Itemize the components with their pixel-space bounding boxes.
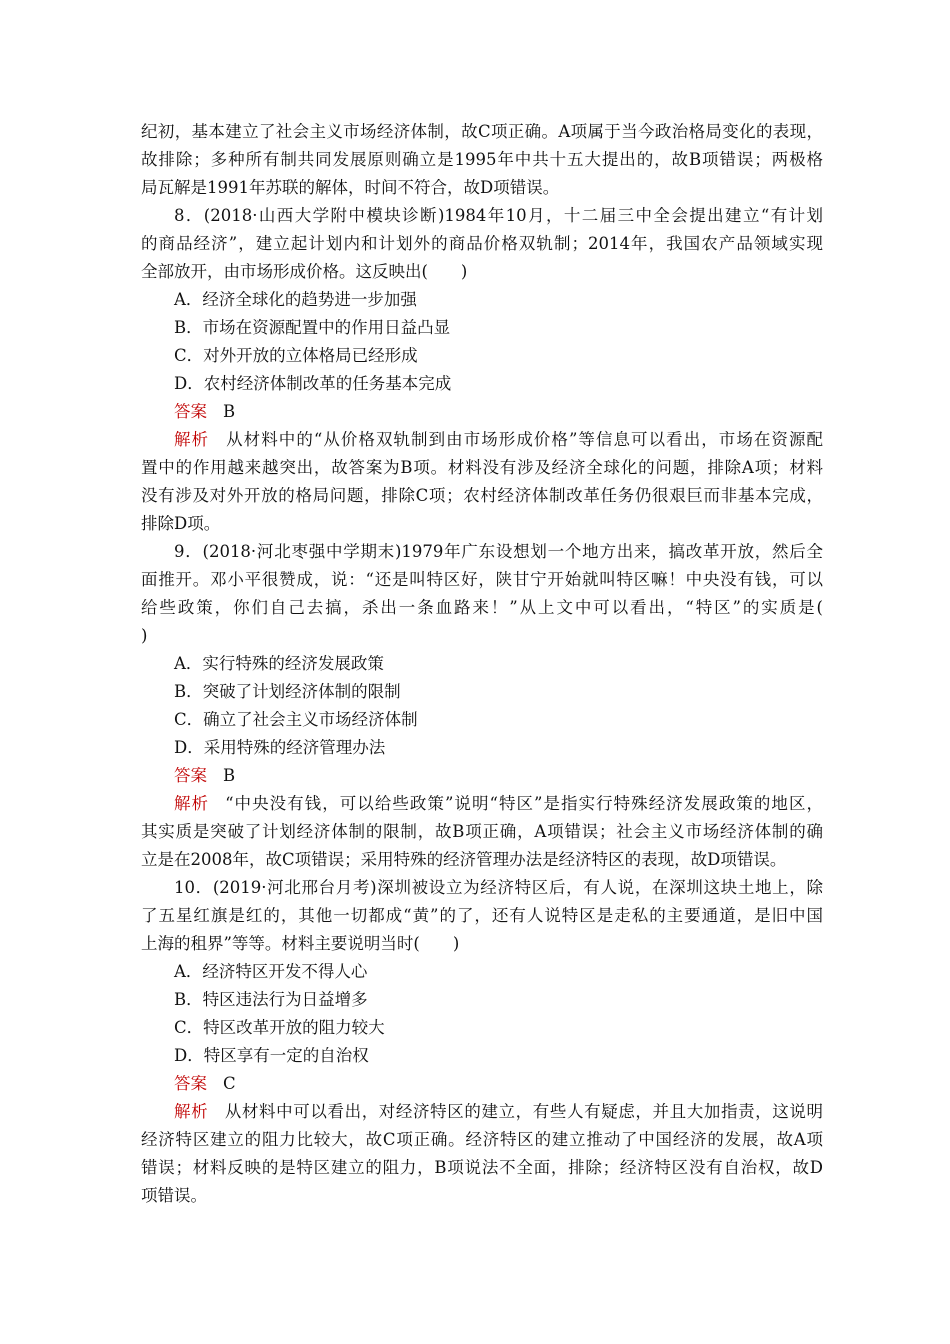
question-stem: 10．(2019·河北邢台月考)深圳被设立为经济特区后，有人说，在深圳这块土地上，除 [174,878,823,897]
answer-value: B [223,402,236,421]
option-c: C．特区改革开放的阻力较大 [174,1018,385,1037]
answer-value: C [223,1074,236,1093]
option-d: D．采用特殊的经济管理办法 [174,738,386,757]
analysis-line: 错误；材料反映的是特区建立的阻力，B项说法不全面，排除；经济特区没有自治权，故D [141,1158,823,1177]
intro-line: 纪初，基本建立了社会主义市场经济体制，故C项正确。A项属于当今政治格局变化的表现， [141,122,823,141]
option-c: C．确立了社会主义市场经济体制 [174,710,418,729]
answer-label: 答案 [174,1074,207,1093]
question-stem: 全部放开，由市场形成价格。这反映出( ) [141,262,468,281]
analysis-text: 从材料中的“从价格双轨制到由市场形成价格”等信息可以看出，市场在资源配 [225,430,824,449]
document-page [141,118,823,1210]
question-stem: 8．(2018·山西大学附中模块诊断)1984年10月，十二届三中全会提出建立“有计划 [174,206,823,225]
answer-line [141,1070,823,1098]
option-b: B．特区违法行为日益增多 [174,990,368,1009]
option-d: D．特区享有一定的自治权 [174,1046,369,1065]
question-10 [141,874,823,1210]
analysis-line: 置中的作用越来越突出，故答案为B项。材料没有涉及经济全球化的问题，排除A项；材料 [141,458,823,477]
answer-line [141,762,823,790]
question-9 [141,538,823,874]
analysis-line: 项错误。 [141,1186,207,1205]
option-a: A．实行特殊的经济发展政策 [174,654,384,673]
intro-line: 故排除；多种所有制共同发展原则确立是1995年中共十五大提出的，故B项错误；两极格 [141,150,823,169]
question-stem: 了五星红旗是红的，其他一切都成“黄”的了，还有人说特区是走私的主要通道，是旧中国 [141,906,823,925]
analysis-line: 经济特区建立的阻力比较大，故C项正确。经济特区的建立推动了中国经济的发展，故A项 [141,1130,823,1149]
analysis-line [141,790,823,818]
answer-value: B [223,766,236,785]
analysis-line: 没有涉及对外开放的格局问题，排除C项；农村经济体制改革任务仍很艰巨而非基本完成， [141,486,823,505]
analysis-label: 解析 [174,794,210,813]
option-b: B．突破了计划经济体制的限制 [174,682,401,701]
analysis-text: “中央没有钱，可以给些政策”说明“特区”是指实行特殊经济发展政策的地区， [225,794,824,813]
analysis-line: 排除D项。 [141,514,221,533]
question-stem: ) [141,626,148,645]
option-a: A．经济全球化的趋势进一步加强 [174,290,417,309]
question-8 [141,202,823,538]
option-b: B．市场在资源配置中的作用日益凸显 [174,318,451,337]
question-stem: 9．(2018·河北枣强中学期末)1979年广东设想划一个地方出来，搞改革开放，然后全 [174,542,823,561]
question-stem: 上海的租界”等等。材料主要说明当时( ) [141,934,460,953]
question-stem: 给些政策，你们自己去搞，杀出一条血路来！”从上文中可以看出，“特区”的实质是( [141,598,823,617]
intro-line: 局瓦解是1991年苏联的解体，时间不符合，故D项错误。 [141,178,560,197]
analysis-text: 从材料中可以看出，对经济特区的建立，有些人有疑虑，并且大加指责，这说明 [224,1102,824,1121]
answer-line [141,398,823,426]
question-stem: 面推开。邓小平很赞成，说：“还是叫特区好，陕甘宁开始就叫特区嘛！中央没有钱，可以 [141,570,823,589]
option-a: A．经济特区开发不得人心 [174,962,368,981]
analysis-label: 解析 [174,430,210,449]
analysis-label: 解析 [174,1102,209,1121]
analysis-line: 立是在2008年，故C项错误；采用特殊的经济管理办法是经济特区的表现，故D项错误。 [141,850,787,869]
option-d: D．农村经济体制改革的任务基本完成 [174,374,452,393]
analysis-line [141,1098,823,1126]
question-stem: 的商品经济”，建立起计划内和计划外的商品价格双轨制；2014年，我国农产品领域实现 [141,234,823,253]
answer-label: 答案 [174,766,207,785]
option-c: C．对外开放的立体格局已经形成 [174,346,418,365]
analysis-line: 其实质是突破了计划经济体制的限制，故B项正确，A项错误；社会主义市场经济体制的确 [141,822,823,841]
analysis-line [141,426,823,454]
answer-label: 答案 [174,402,207,421]
